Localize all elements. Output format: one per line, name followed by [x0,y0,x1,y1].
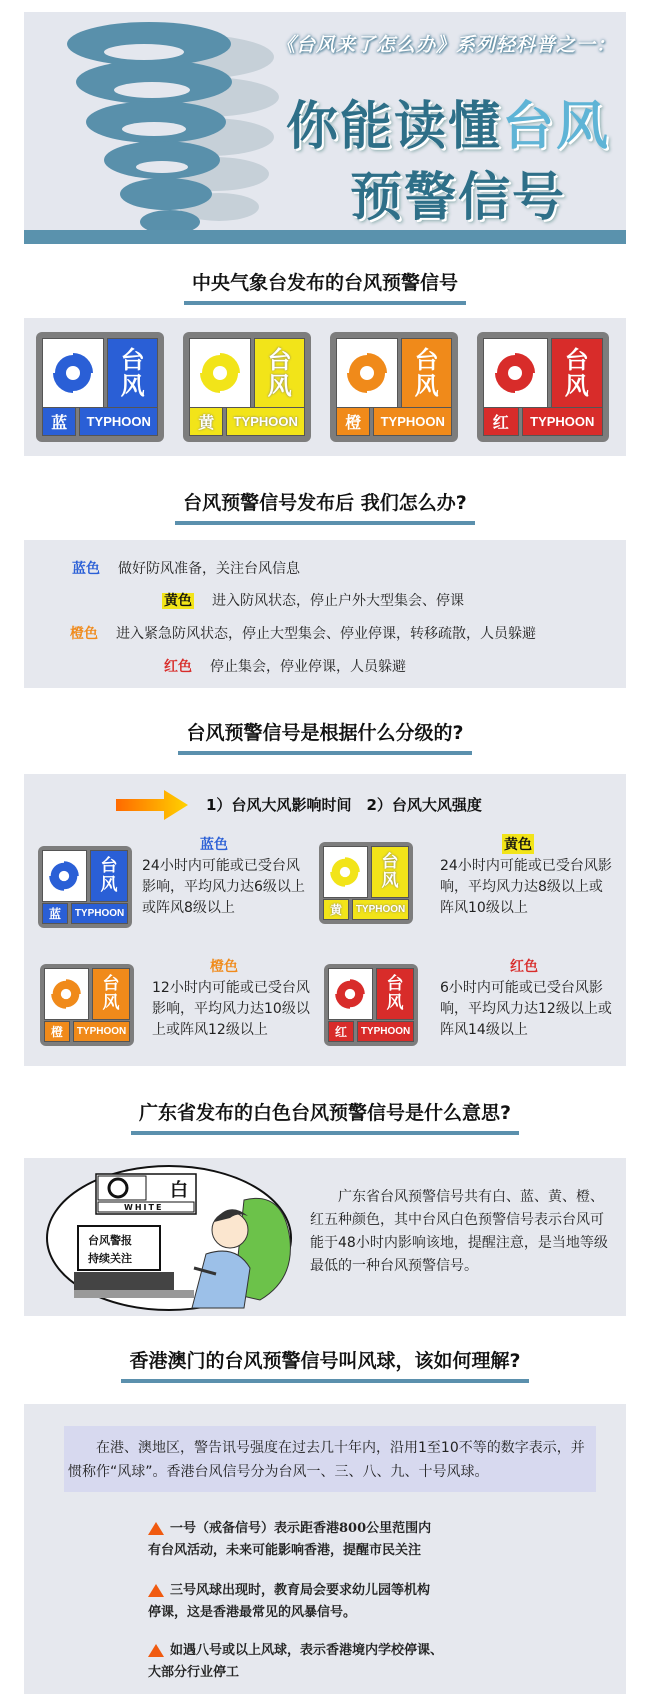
page-title-line2: 预警信号 [350,168,567,228]
grading-panel [24,774,626,1066]
grade-desc-yellow: 24小时内可能或已受台风影响，平均风力达8级以上或阵风10级以上 [440,858,612,916]
grade-label-red: 红色 [510,959,538,975]
section2-title-wrap [0,488,650,525]
grade-signal-red: 台 风 红 TYPHOON [324,964,418,1046]
typhoon-icon [42,338,104,408]
grade-signal-blue: 台 风 蓝 TYPHOON [38,846,132,928]
hk-intro-text: 在港、澳地区，警告讯号强度在过去几十年内，沿用1至10不等的数字表示，并惯称作“风球”。香港台风信号分为台风一、三、八、九、十号风球。 [68,1440,585,1480]
signals-panel [24,318,626,456]
hk-panel [24,1404,626,1694]
signal-typhoon-label: TYPHOON [522,407,603,436]
grade-signal-orange: 台 风 橙 TYPHOON [40,964,134,1046]
section4-title: 广东省发布的白色台风预警信号是什么意思? [131,1098,519,1135]
signal-typhoon-label: TYPHOON [79,407,158,436]
typhoon-icon [328,968,373,1020]
section3-title-wrap [0,718,650,755]
grade-signal-yellow: 台 风 黄 TYPHOON [319,842,413,924]
hk-note-3-line1: 如遇八号或以上风球，表示香港境内学校停课、 [170,1643,444,1658]
grade-desc-red: 6小时内可能或已受台风影响，平均风力达12级以上或阵风14级以上 [440,980,612,1038]
section5-title: 香港澳门的台风预警信号叫风球，该如何理解? [121,1346,528,1383]
typhoon-icon [189,338,251,408]
section2-title: 台风预警信号发布后 我们怎么办? [175,488,475,525]
alert-sign-line2: 持续关注 [88,1252,132,1265]
section4-title-wrap [0,1098,650,1135]
section3-title: 台风预警信号是根据什么分级的? [178,718,471,755]
page-title-line1: 你能读懂台风 [286,97,611,157]
header-banner [24,12,626,244]
white-char: 白 [170,1180,188,1201]
signal-red: 台 风 红 TYPHOON [477,332,609,442]
warning-triangle-icon [148,1644,164,1657]
hk-note-1-line2: 有台风活动，未来可能影响香港，提醒市民关注 [148,1543,422,1558]
hk-note-3-line2: 大部分行业停工 [148,1665,240,1680]
typhoon-icon [483,338,548,408]
typhoon-icon [44,968,89,1020]
white-signal-illustration [44,1164,294,1312]
grade-label-blue: 蓝色 [200,837,228,853]
signal-color-name: 蓝 [42,407,76,436]
typhoon-illustration [44,12,284,237]
warning-triangle-icon [148,1584,164,1597]
signal-typhoon-label: TYPHOON [226,407,305,436]
white-signal-text: 广东省台风预警信号共有白、蓝、黄、橙、红五种颜色，其中台风白色预警信号表示台风可能于48小时内影响该地，提醒注意，是当地等级最低的一种台风预警信号。 [310,1189,608,1274]
action-row-orange: 橙色 进入紧急防风状态，停止大型集会、停业停课，转移疏散，人员躲避 [70,626,536,642]
typhoon-icon [336,338,398,408]
grading-criteria: 1）台风大风影响时间 2）台风大风强度 [206,796,482,814]
signal-color-name: 橙 [336,407,370,436]
hk-note-1-line1: 一号（戒备信号）表示距香港800公里范围内 [170,1521,432,1536]
action-row-yellow: 黄色 进入防风状态，停止户外大型集会、停课 [164,593,464,609]
section1-title-wrap [0,268,650,305]
white-en-label: WHITE [124,1203,164,1212]
section1-title: 中央气象台发布的台风预警信号 [184,268,466,305]
signal-yellow: 台 风 黄 TYPHOON [183,332,311,442]
alert-sign-line1: 台风警报 [88,1234,132,1247]
signal-blue: 台 风 蓝 TYPHOON [36,332,164,442]
grade-desc-blue: 24小时内可能或已受台风影响，平均风力达6级以上或阵风8级以上 [142,858,305,916]
action-row-red: 红色 停止集会，停业停课，人员躲避 [164,659,406,675]
warning-triangle-icon [148,1522,164,1535]
arrow-icon [116,790,188,820]
hk-note-2-line1: 三号风球出现时，教育局会要求幼儿园等机构 [170,1583,431,1598]
typhoon-icon [323,846,368,898]
grade-label-yellow: 黄色 [502,834,534,854]
signal-color-name: 黄 [189,407,223,436]
white-signal-panel [24,1158,626,1316]
grade-desc-orange: 12小时内可能或已受台风影响，平均风力达10级以上或阵风12级以上 [152,980,310,1038]
action-row-blue: 蓝色 做好防风准备，关注台风信息 [72,561,300,577]
header-divider [24,230,626,244]
actions-panel [24,540,626,688]
signal-color-name: 红 [483,407,519,436]
grade-label-orange: 橙色 [210,959,238,975]
signal-orange: 台 风 橙 TYPHOON [330,332,458,442]
typhoon-icon [42,850,87,902]
signal-typhoon-label: TYPHOON [373,407,452,436]
series-subtitle: 《台风来了怎么办》系列轻科普之一： [276,34,617,56]
hk-note-2-line2: 停课，这是香港最常见的风暴信号。 [148,1605,357,1620]
section5-title-wrap [0,1346,650,1383]
